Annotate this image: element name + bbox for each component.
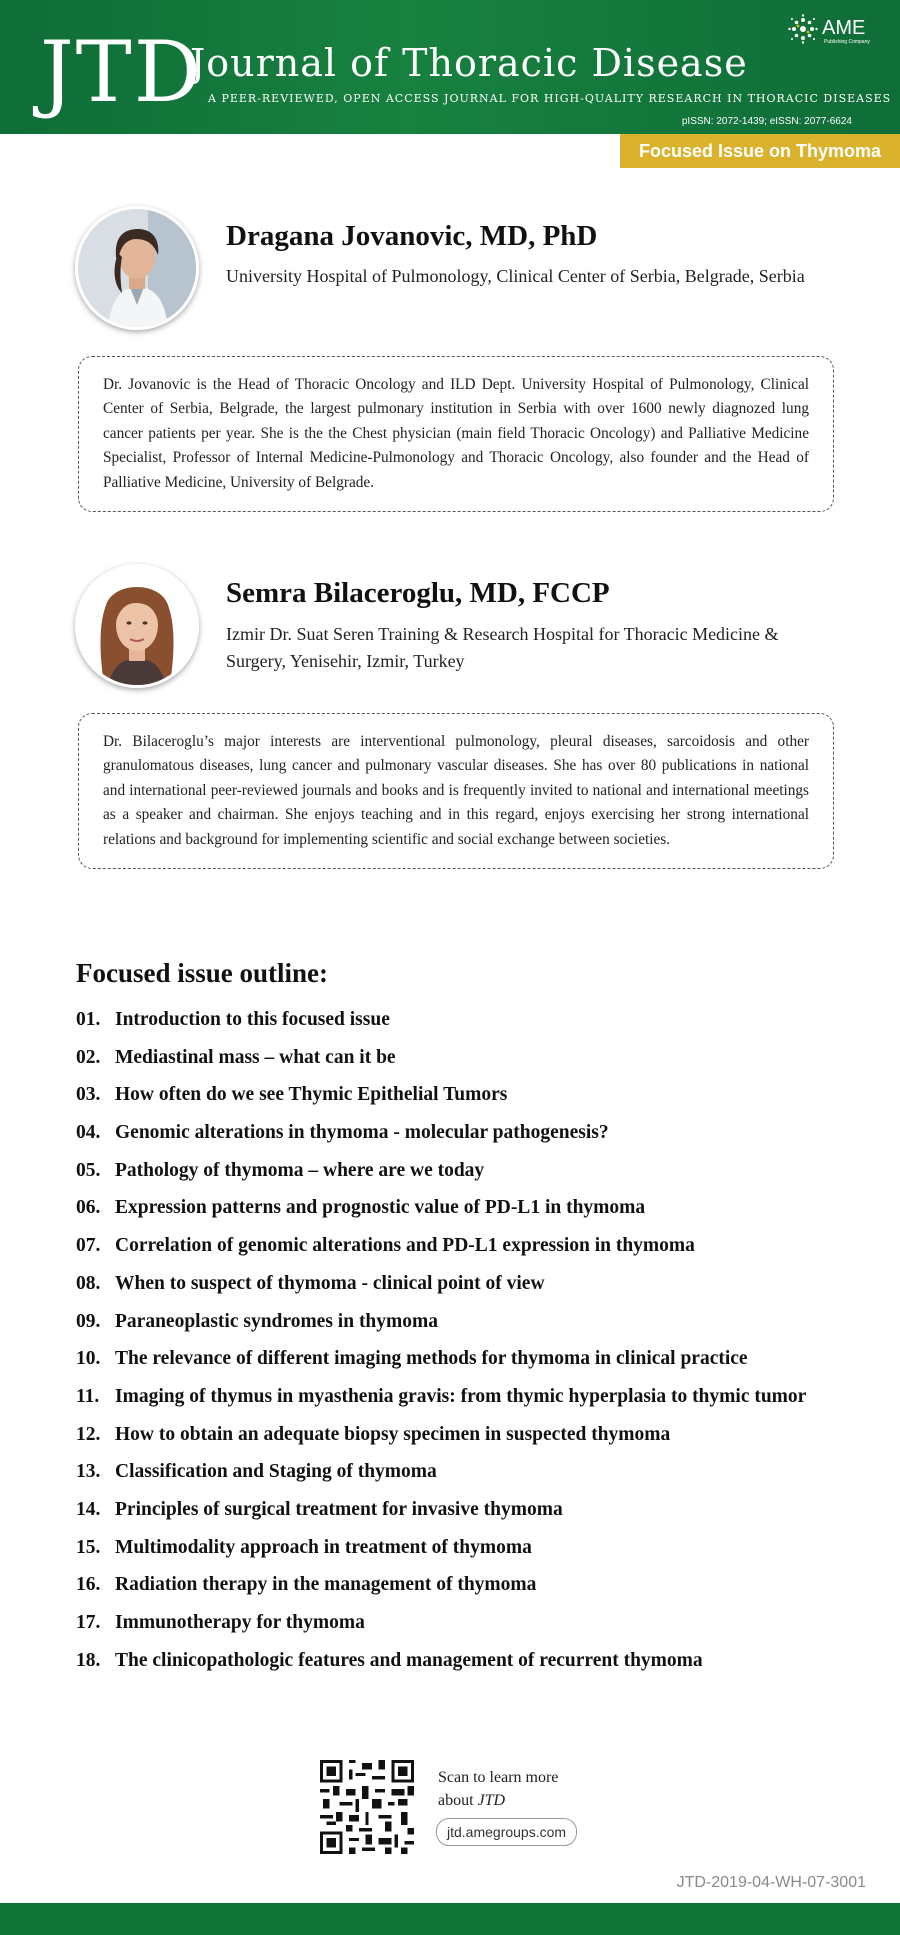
list-item: 02. Mediastinal mass – what can it be [76,1046,396,1068]
list-item: 15. Multimodality approach in treatment of thymoma [76,1536,532,1558]
editor-bio: Dr. Jovanovic is the Head of Thoracic Oncology and ILD Dept. University Hospital of Pulmonology, Clinical Center of Serbia, Belgrade, the largest pulmonary institution in Serbia with over 1600 newly diagnozed lung cancer patients per year. She is the the Chest physician (main field Thoracic Oncology) and Palliative Medicine Specialist, Professor of Internal Medicine-Pulmonology and Thoracic Oncology, also founder and the Head of Palliative Medicine, University of Belgrade. [78,356,834,512]
editor-name: Dragana Jovanovic, MD, PhD [226,220,598,252]
issn-line: pISSN: 2072-1439; eISSN: 2077-6624 [681,116,852,127]
list-item: 16. Radiation therapy in the management of thymoma [76,1574,537,1596]
list-item: 09. Paraneoplastic syndromes in thymoma [76,1310,439,1332]
list-item: 17. Immunotherapy for thymoma [76,1612,365,1633]
portrait-jovanovic-icon [78,209,196,327]
editor-photo-jovanovic [75,206,199,330]
focused-issue-badge: Focused Issue on Thymoma [620,134,900,168]
portrait-bilaceroglu-icon [78,567,196,685]
list-item: 01. Introduction to this focused issue [76,1009,390,1030]
ame-publisher-logo [788,14,888,50]
journal-abbrev: JTD [477,1792,506,1809]
list-item: 11. Imaging of thymus in myasthenia gravis: from thymic hyperplasia to thymic tumor [76,1385,807,1407]
outline-title: Focused issue outline: [76,958,329,988]
list-item: 04. Genomic alterations in thymoma - molecular pathogenesis? [76,1122,609,1144]
journal-title: Journal of Thoracic Disease [190,41,748,85]
list-item: 05. Pathology of thymoma – where are we today [76,1159,485,1181]
footer-bar [0,1903,900,1935]
list-item: 10. The relevance of different imaging methods for thymoma in clinical practice [76,1348,748,1370]
ame-name: AME [822,17,866,39]
qr-code-icon[interactable] [320,1760,414,1854]
scan-line-2: about JTD [438,1792,506,1809]
jtd-logo: JTD [40,23,204,121]
journal-subtitle: A PEER-REVIEWED, OPEN ACCESS JOURNAL FOR HIGH-QUALITY RESEARCH IN THORACIC DISEASES [208,92,892,105]
document-code: JTD-2019-04-WH-07-3001 [676,1874,866,1891]
ame-dots-icon [788,14,818,44]
editor-affiliation: Izmir Dr. Suat Seren Training & Research Hospital for Thoracic Medicine & Surgery, Yenisehir, Izmir, Turkey [226,624,779,671]
scan-caption [438,1766,558,1812]
editor-name: Semra Bilaceroglu, MD, FCCP [226,577,610,609]
list-item: 03. How often do we see Thymic Epithelial Tumors [76,1084,508,1106]
list-item: 13. Classification and Staging of thymoma [76,1461,437,1483]
list-item: 14. Principles of surgical treatment for invasive thymoma [76,1498,563,1520]
list-item: 12. How to obtain an adequate biopsy specimen in suspected thymoma [76,1423,671,1445]
list-item: 07. Correlation of genomic alterations and PD-L1 expression in thymoma [76,1235,695,1257]
list-item: 18. The clinicopathologic features and management of recurrent thymoma [76,1649,703,1671]
editor-photo-bilaceroglu [75,564,199,688]
scan-line-1: Scan to learn more [438,1769,559,1786]
ame-tagline: Publishing Company [824,39,870,45]
list-item: 06. Expression patterns and prognostic value of PD-L1 in thymoma [76,1197,646,1219]
editor-bio: Dr. Bilaceroglu’s major interests are interventional pulmonology, pleural diseases, sarcoidosis and other granulomatous diseases, lung cancer and pulmonary vascular diseases. She has over 80 publications in national and international peer-reviewed journals and books and is frequently invited to national and international meetings as a speaker and chairman. She enjoys teaching and in this regard, enjoys exercising her strong international relations and background for implementing scientific and social exchange between societies. [78,713,834,869]
editor-affiliation: University Hospital of Pulmonology, Clinical Center of Serbia, Belgrade, Serbia [226,266,805,286]
website-link[interactable]: jtd.amegroups.com [436,1818,577,1846]
outline-list [76,1006,836,1684]
list-item: 08. When to suspect of thymoma - clinical point of view [76,1272,545,1294]
journal-header [0,0,900,134]
